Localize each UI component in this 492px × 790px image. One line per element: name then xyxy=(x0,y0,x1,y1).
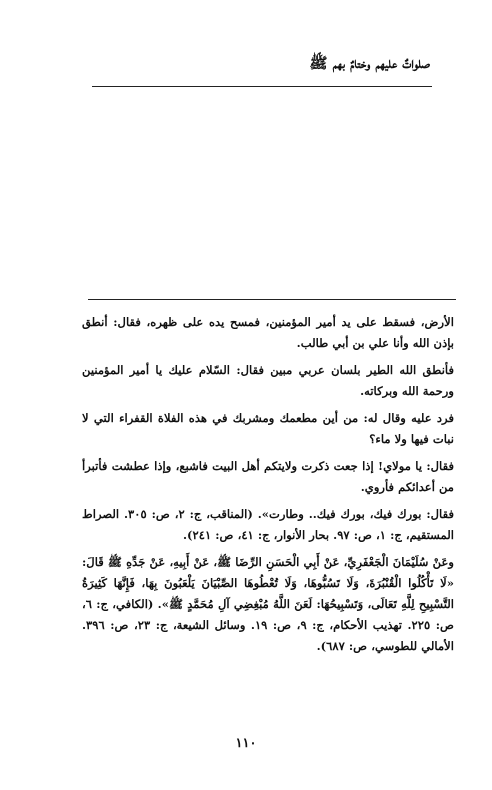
footnote-divider xyxy=(88,299,456,300)
footnote-text-block xyxy=(82,312,454,663)
paragraph-question: فرد عليه وقال له: من أين مطعمك ومشربك في هذه الفلاة القفراء التي لا نبات فيها ولا ماء؟ xyxy=(82,411,454,446)
paragraph-hadith: وعَنْ سُلَيْمَانَ الْجَعْفَرِيِّ، عَنْ أَبِي الْحَسَنِ الرِّضَا ﷺ، عَنْ أَبِيهِ، عَنْ جَدِّهِ ﷺ قَالَ: «لَا تَأْكُلُوا الْقُنْبُرَةَ، وَلَا تَسُبُّوهَا، وَلَا تُعْطُوهَا الصِّبْيَانَ يَلْعَبُونَ بِهَا، فَإِنَّهَا كَثِيرَةُ التَّسْبِيحِ لِلَّهِ تَعَالَى، وَتَسْبِيحُهَا: لَعَنَ اللَّهُ مُبْغِضِي آلِ مُحَمَّدٍ ﷺ». (الكافي، ج: ٦، ص: ٢٢٥. تهذيب الأحكام، ج: ٩، ص: ١٩. وسائل الشيعة، ج: ٢٣، ص: ٣٩٦. الأمالي للطوسي، ص: ٦٨٧). xyxy=(82,555,454,653)
paragraph-bird-greets: فأنطق الله الطير بلسان عربي مبين فقال: السّلام عليك يا أمير المؤمنين ورحمة الله وبركاته. xyxy=(82,363,454,398)
page-number: ١١٠ xyxy=(235,736,257,751)
blank-page-area xyxy=(0,90,492,290)
paragraph-answer: فقال: يا مولاي! إذا جعت ذكرت ولايتكم أهل البيت فاشبع، وإذا عطشت فأتبرأ من أعدائكم فأروي. xyxy=(82,459,454,494)
page-header xyxy=(92,52,432,87)
paragraph-bird-lands: الأرض، فسقط على يد أمير المؤمنين، فمسح يده على ظهره، فقال: أنطق بإذن الله وأنا علي بن أبي طالب. xyxy=(82,315,454,350)
page-title: صلواتٌ عليهم وختامٌ بهم ﷺ xyxy=(309,54,430,72)
paragraph-blessing-citation: فقال: بورك فيك، بورك فيك.. وطارت». (المناقب، ج: ٢، ص: ٣٠٥. الصراط المستقيم، ج: ١، ص: ٩٧. بحار الأنوار، ج: ٤١، ص: ٢٤١). xyxy=(82,507,454,542)
